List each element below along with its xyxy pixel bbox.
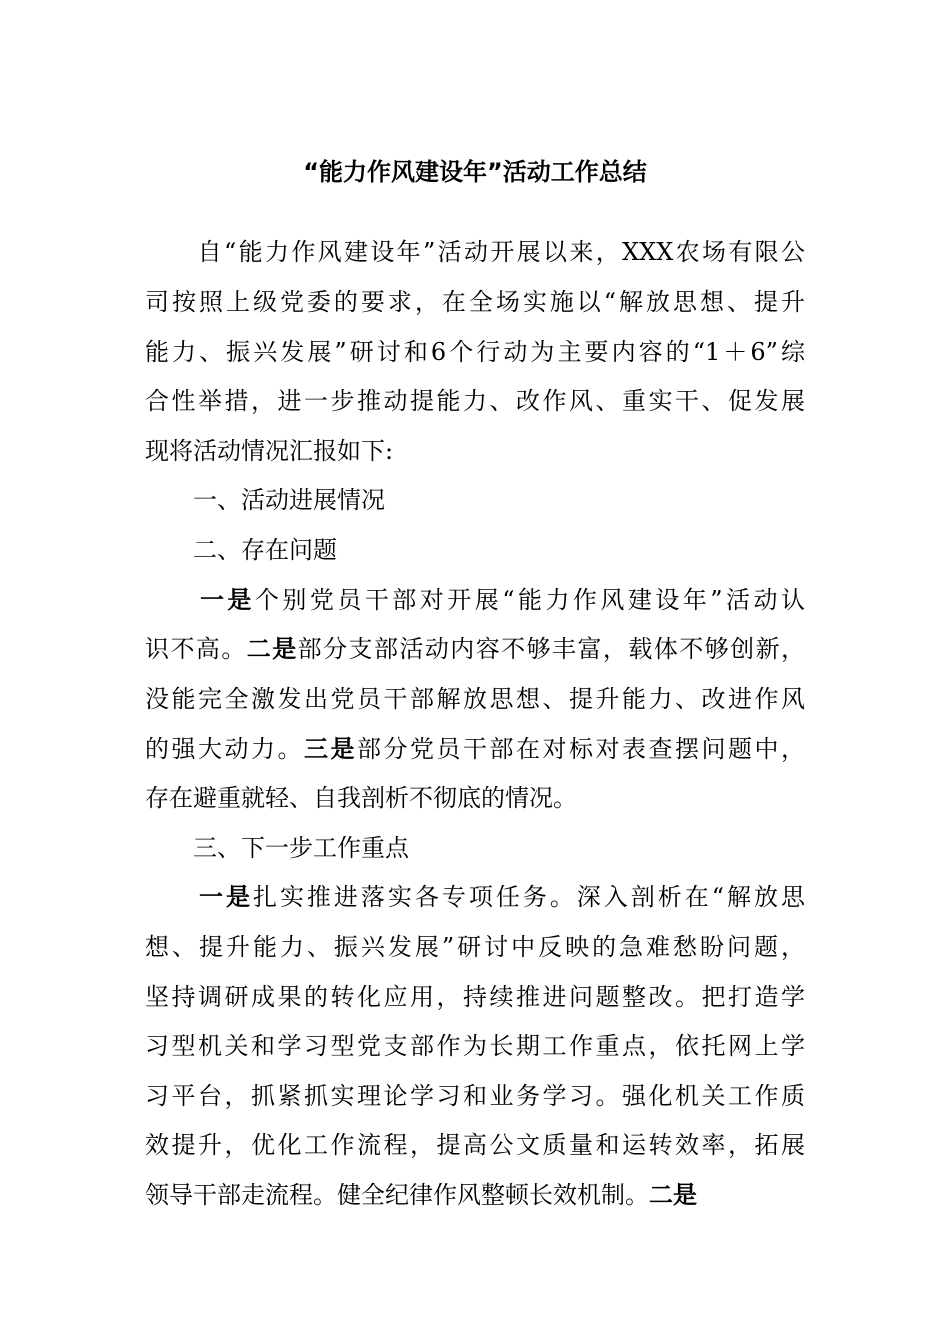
paragraph-line (145, 629, 805, 669)
line-text: 识不高。 (145, 635, 247, 663)
paragraph-line: 存在避重就轻、自我剖析不彻底的情况。 (145, 784, 577, 812)
paragraph-line: 司按照上级党委的要求，在全场实施以“解放思想、提升 (145, 288, 805, 316)
bold-lead: 二是 (246, 635, 298, 663)
section-heading: 二、存在问题 (145, 536, 337, 564)
paragraph-line: 习平台，抓紧抓实理论学习和业务学习。强化机关工作质 (145, 1082, 805, 1110)
paragraph-line: 现将活动情况汇报如下: (145, 437, 394, 465)
line-text: 个别党员干部对开展“能力作风建设年”活动认 (254, 586, 806, 614)
paragraph-line: 合性举措，进一步推动提能力、改作风、重实干、促发展 (145, 387, 805, 415)
line-text: 的强大动力。 (145, 735, 304, 763)
paragraph-line: 能力、振兴发展”研讨和6个行动为主要内容的“1＋6”综 (145, 338, 805, 366)
line-text: 扎实推进落实各专项任务。深入剖析在“解放思 (252, 883, 805, 911)
bold-lead: 一是 (145, 586, 255, 614)
paragraph-line: 坚持调研成果的转化应用，持续推进问题整改。把打造学 (145, 983, 805, 1011)
paragraph-line (145, 729, 805, 769)
line-text: 领导干部走流程。健全纪律作风整顿长效机制。 (145, 1181, 649, 1209)
paragraph-line: 习型机关和学习型党支部作为长期工作重点，依托网上学 (145, 1032, 805, 1060)
line-text: 部分党员干部在对标对表查摆问题中， (357, 735, 805, 763)
bold-lead: 三是 (304, 735, 357, 763)
section-heading: 三、下一步工作重点 (145, 834, 409, 862)
line-text: 部分支部活动内容不够丰富，载体不够创新， (297, 635, 806, 663)
paragraph-line: 没能完全激发出党员干部解放思想、提升能力、改进作风 (145, 685, 805, 713)
bold-lead: 二是 (649, 1181, 697, 1209)
document-title: “能力作风建设年”活动工作总结 (303, 158, 647, 186)
paragraph-line: 想、提升能力、振兴发展”研讨中反映的急难愁盼问题， (145, 933, 805, 961)
paragraph-line (145, 877, 805, 917)
bold-lead: 一是 (145, 883, 253, 911)
paragraph-line (145, 1175, 805, 1215)
paragraph-line: 自“能力作风建设年”活动开展以来，XXX农场有限公 (145, 238, 805, 266)
paragraph-line (145, 580, 805, 620)
paragraph-line: 效提升，优化工作流程，提高公文质量和运转效率，拓展 (145, 1131, 805, 1159)
section-heading: 一、活动进展情况 (145, 486, 385, 514)
